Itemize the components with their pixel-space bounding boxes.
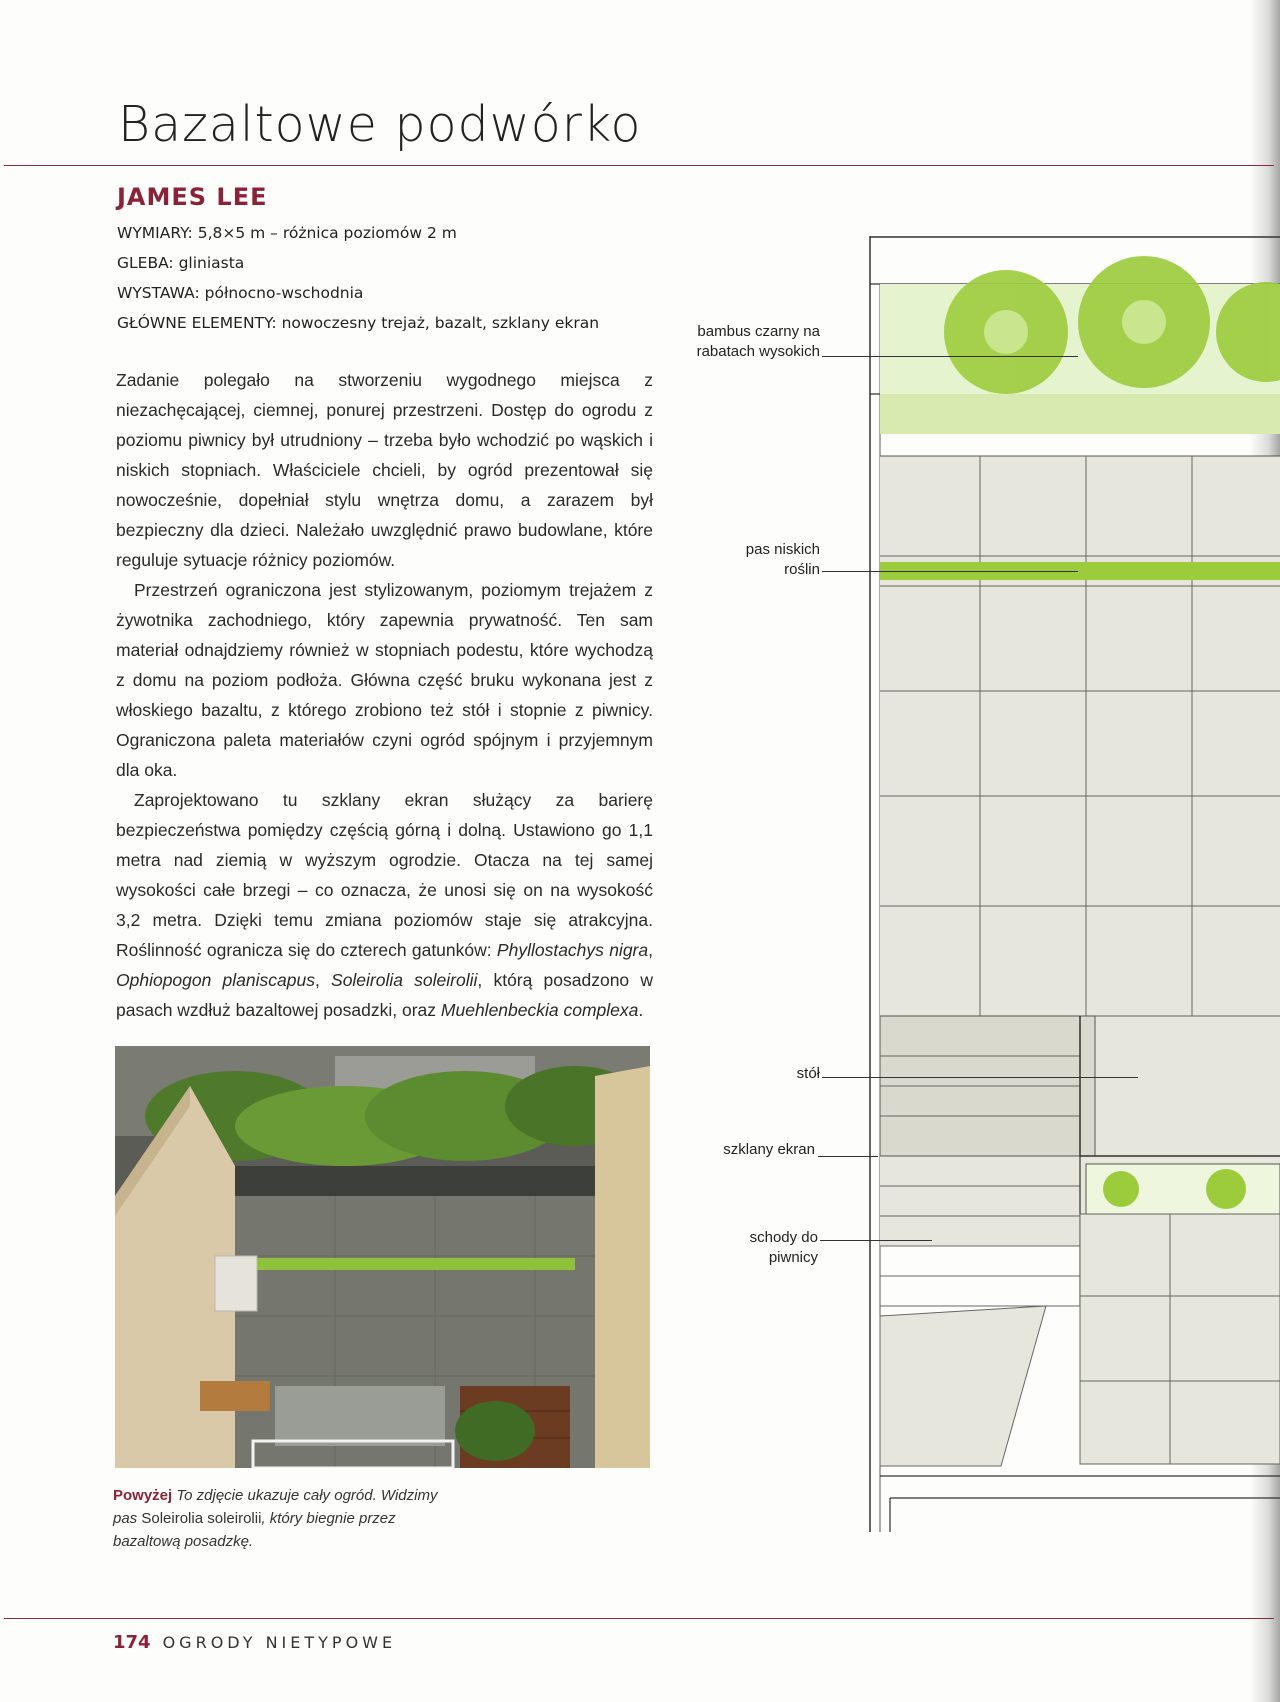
species-name: Phyllostachys nigra <box>496 940 649 960</box>
page-footer <box>113 1632 396 1653</box>
leader-line-low-plants <box>822 571 1078 572</box>
paragraph-2: Przestrzeń ograniczona jest stylizowanym, poziomym trejażem z żywotnika zachodniego, który zapewnia prywatność. Ten sam materiał odnajdziemy również w stopniach podestu, które wychodzą z domu na poziom podłoża. Główna część bruku wykonana jest z włoskiego bazaltu, z którego zrobiono też stół i stopnie z piwnicy. Ograniczona paleta materiałów czyni ogród spójnym i przyjemnym dla oka. <box>116 580 653 780</box>
leader-line-bamboo <box>822 356 1078 357</box>
text-run: , <box>314 970 332 990</box>
caption-species: Soleirolia soleirolii <box>141 1510 262 1527</box>
fact-value: północno-wschodnia <box>204 284 364 302</box>
caption-text: , który biegnie przez bazaltową posadzkę. <box>113 1510 396 1550</box>
page-title: Bazaltowe podwórko <box>118 96 642 153</box>
fact-key: GŁÓWNE ELEMENTY: <box>117 314 277 332</box>
article-body <box>116 365 653 1025</box>
footer-rule <box>4 1618 1274 1619</box>
label-low-plants: pas niskich roślin <box>745 541 820 578</box>
garden-photo <box>115 1046 650 1468</box>
garden-plan-drawing <box>866 236 1280 1532</box>
designer-name: JAMES LEE <box>117 183 268 211</box>
leader-line-stairs <box>820 1240 932 1241</box>
text-run: . <box>638 1000 644 1020</box>
photo-caption <box>113 1484 443 1553</box>
label-stairs: schody do piwnicy <box>749 1229 818 1266</box>
project-facts <box>117 218 599 338</box>
page-number: 174 <box>113 1632 151 1653</box>
fact-key: WYMIARY: <box>117 224 193 242</box>
species-name: Muehlenbeckia complexa <box>440 1000 639 1020</box>
fact-value: 5,8×5 m – różnica poziomów 2 m <box>197 224 457 242</box>
text-run: , którą posadzono w pasach wzdłuż bazaltowej posadzki, oraz <box>116 970 653 1020</box>
species-name: Ophiopogon planiscapus <box>116 970 315 990</box>
species-name: Soleirolia soleirolii <box>331 970 478 990</box>
section-name: OGRODY NIETYPOWE <box>162 1633 397 1652</box>
fact-main-elements <box>117 308 599 338</box>
text-run: Zaprojektowano tu szklany ekran służący za barierę bezpieczeństwa pomiędzy częścią górną i dolną. Ustawiono go 1,1 metra nad ziemią w wyższym ogrodzie. Otacza na tej samej wysokości całe brzegi – co oznacza, że unosi się on na wysokość 3,2 metra. Dzięki temu zmiana poziomów staje się atrakcyjna. Roślinność ogranicza się do czterech gatunków: <box>116 790 653 960</box>
fact-exposure <box>117 278 599 308</box>
garden-photo-image <box>115 1046 650 1468</box>
fact-value: gliniasta <box>178 254 245 272</box>
paragraph-1: Zadanie polegało na stworzeniu wygodnego miejsca z niezachęcającej, ciemnej, ponurej przestrzeni. Dostęp do ogrodu z poziomu piwnicy był utrudniony – trzeba było wchodzić po wąskich i niskich stopniach. Właściciele chcieli, by ogród prezentował się nowocześnie, dopełniał stylu wnętrza domu, a zarazem był bezpieczny dla dzieci. Należało uwzględnić prawo budowlane, które reguluje sytuacje różnicy poziomów. <box>116 370 653 570</box>
text-run: , <box>648 940 653 960</box>
label-bamboo: bambus czarny na rabatach wysokich <box>696 323 820 360</box>
label-glass-screen: szklany ekran <box>723 1141 815 1158</box>
leader-line-glass-screen <box>818 1156 878 1157</box>
fact-key: WYSTAWA: <box>117 284 200 302</box>
fact-key: GLEBA: <box>117 254 174 272</box>
leader-line-table <box>822 1077 1138 1078</box>
fact-soil <box>117 248 599 278</box>
fact-dimensions <box>117 218 599 248</box>
caption-text: To zdjęcie ukazuje cały ogród. Widzimy pas <box>113 1487 438 1527</box>
paragraph-3 <box>116 785 653 1025</box>
caption-lead: Powyżej <box>113 1487 173 1504</box>
garden-plan <box>866 236 1280 1532</box>
header-rule <box>4 165 1274 166</box>
label-table: stół <box>796 1065 820 1082</box>
fact-value: nowoczesny trejaż, bazalt, szklany ekran <box>281 314 600 332</box>
